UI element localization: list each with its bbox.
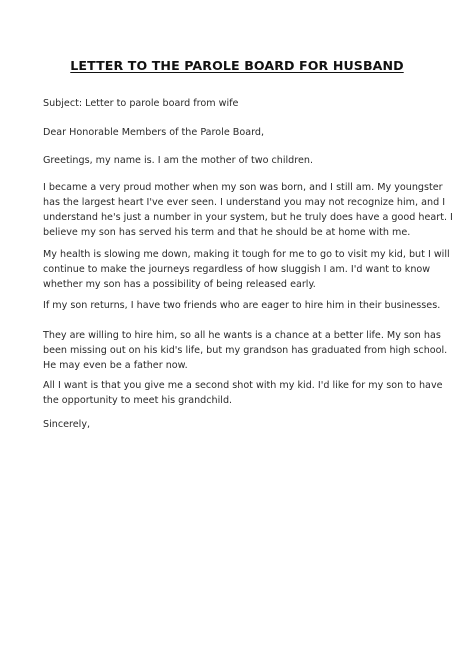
paragraph-2 bbox=[43, 247, 450, 292]
paragraph-1-line: I became a very proud mother when my son was born, and I still am. My youngster bbox=[43, 182, 443, 193]
paragraph-4-line: been missing out on his kid's life, but my grandson has graduated from high school. bbox=[43, 345, 448, 356]
paragraph-1 bbox=[43, 180, 453, 240]
paragraph-1-line: understand he's just a number in your system, but he truly does have a good heart. I bbox=[43, 212, 453, 223]
paragraph-2-line: whether my son has a possibility of being released early. bbox=[43, 279, 316, 290]
paragraph-1-line: believe my son has served his term and that he should be at home with me. bbox=[43, 227, 411, 238]
paragraph-5 bbox=[43, 378, 443, 408]
paragraph-4-line: They are willing to hire him, so all he wants is a chance at a better life. My son has bbox=[43, 330, 441, 341]
letter-title: LETTER TO THE PAROLE BOARD FOR HUSBAND bbox=[70, 58, 404, 73]
paragraph-1-line: has the largest heart I've ever seen. I understand you may not recognize him, and I bbox=[43, 197, 446, 208]
paragraph-2-line: continue to make the journeys regardless of how sluggish I am. I'd want to know bbox=[43, 264, 431, 275]
paragraph-2-line: My health is slowing me down, making it tough for me to go to visit my kid, but I will bbox=[43, 249, 450, 260]
paragraph-5-line: the opportunity to meet his grandchild. bbox=[43, 395, 233, 406]
salutation: Dear Honorable Members of the Parole Board, bbox=[43, 127, 265, 138]
greeting-paragraph: Greetings, my name is. I am the mother of two children. bbox=[43, 155, 314, 166]
paragraph-4 bbox=[43, 328, 448, 373]
paragraph-3 bbox=[43, 298, 441, 313]
paragraph-3-line: If my son returns, I have two friends who are eager to hire him in their businesses. bbox=[43, 300, 441, 311]
paragraph-5-line: All I want is that you give me a second shot with my kid. I'd like for my son to have bbox=[43, 380, 443, 391]
closing: Sincerely, bbox=[43, 419, 91, 430]
paragraph-4-line: He may even be a father now. bbox=[43, 360, 188, 371]
subject-line: Subject: Letter to parole board from wife bbox=[43, 98, 239, 109]
